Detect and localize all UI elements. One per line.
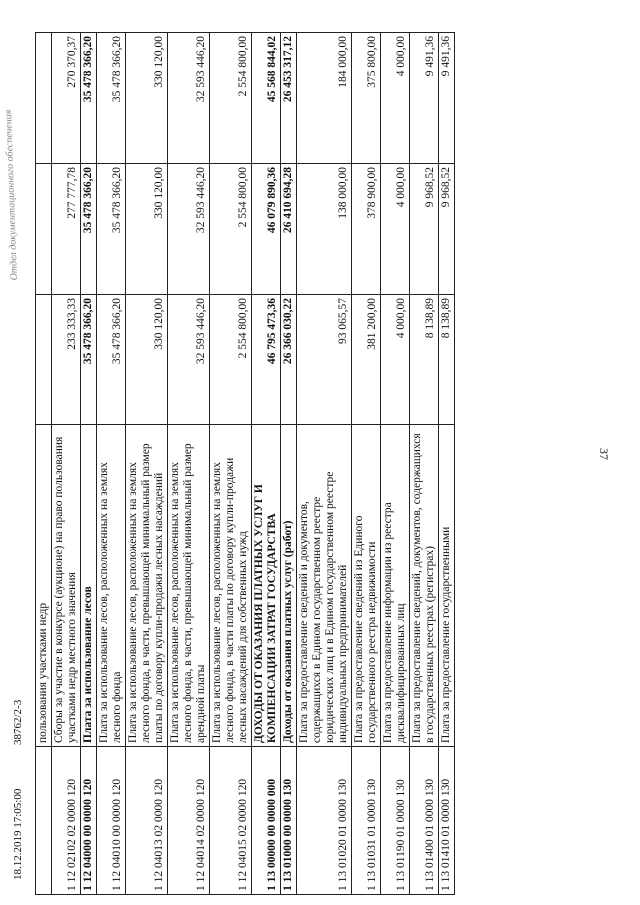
amount-year2-cell: 138 000,00 — [297, 164, 352, 295]
amount-year3-cell: 375 800,00 — [352, 33, 381, 164]
revenue-name-cell: Плата за предоставление государственными — [439, 425, 455, 747]
department-stamp: Отдел документационного обеспечения — [3, 109, 20, 281]
revenue-name-cell: пользования участками недр — [36, 425, 52, 747]
budget-code-cell: 1 12 04015 02 0000 120 — [210, 747, 252, 895]
footer-date: 18.12.2019 17:05:00 — [12, 788, 24, 880]
amount-year1-cell: 8 138,89 — [439, 295, 455, 425]
budget-code-cell: 1 12 04000 00 0000 120 — [81, 747, 97, 895]
amount-year2-cell: 9 968,52 — [439, 164, 455, 295]
table-body — [36, 33, 455, 895]
revenue-name-cell: Плата за использование лесов, расположенных на землях лесного фонда — [97, 425, 126, 747]
budget-code-cell — [36, 747, 52, 895]
amount-year1-cell — [36, 295, 52, 425]
budget-code-cell: 1 13 01000 00 0000 130 — [281, 747, 297, 895]
budget-revenue-table — [35, 32, 455, 895]
amount-year3-cell: 270 370,37 — [52, 33, 81, 164]
page-number: 37 — [597, 448, 611, 460]
table-row — [97, 33, 126, 895]
amount-year1-cell: 381 200,00 — [352, 295, 381, 425]
revenue-name-cell: ДОХОДЫ ОТ ОКАЗАНИЯ ПЛАТНЫХ УСЛУГ И КОМПЕНСАЦИИ ЗАТРАТ ГОСУДАРСТВА — [252, 425, 281, 747]
amount-year1-cell: 26 366 030,22 — [281, 295, 297, 425]
table-row — [281, 33, 297, 895]
revenue-name-cell: Плата за использование лесов — [81, 425, 97, 747]
amount-year1-cell: 233 333,33 — [52, 295, 81, 425]
amount-year2-cell: 378 900,00 — [352, 164, 381, 295]
amount-year2-cell: 2 554 800,00 — [210, 164, 252, 295]
amount-year2-cell: 26 410 694,28 — [281, 164, 297, 295]
amount-year1-cell: 93 065,57 — [297, 295, 352, 425]
revenue-name-cell: Плата за предоставление сведений, документов, содержащихся в государственных реестрах (регистрах) — [410, 425, 439, 747]
amount-year2-cell: 32 593 446,20 — [168, 164, 210, 295]
footer-doc-id: 38762/2-3 — [12, 699, 24, 745]
amount-year3-cell — [36, 33, 52, 164]
revenue-name-cell: Плата за использование лесов, расположенных на землях лесного фонда, в части платы по договору купли-продажи лесных насаждений для собственных нужд — [210, 425, 252, 747]
table-row — [252, 33, 281, 895]
budget-code-cell: 1 13 00000 00 0000 000 — [252, 747, 281, 895]
amount-year3-cell: 26 453 317,12 — [281, 33, 297, 164]
amount-year3-cell: 35 478 366,20 — [81, 33, 97, 164]
amount-year1-cell: 46 795 473,36 — [252, 295, 281, 425]
revenue-name-cell: Плата за предоставление информации из реестра дисквалифицированных лиц — [381, 425, 410, 747]
budget-code-cell: 1 13 01190 01 0000 130 — [381, 747, 410, 895]
amount-year1-cell: 35 478 366,20 — [97, 295, 126, 425]
table-row — [81, 33, 97, 895]
amount-year2-cell: 4 000,00 — [381, 164, 410, 295]
amount-year1-cell: 2 554 800,00 — [210, 295, 252, 425]
revenue-name-cell: Плата за предоставление сведений и документов, содержащихся в Едином государственном реестре юридических лиц и в Едином государственном реестре индивидуальных предпринимателей — [297, 425, 352, 747]
budget-code-cell: 1 12 04013 02 0000 120 — [126, 747, 168, 895]
amount-year2-cell: 9 968,52 — [410, 164, 439, 295]
revenue-name-cell: Плата за использование лесов, расположенных на землях лесного фонда, в части, превышающей минимальный размер арендной платы — [168, 425, 210, 747]
budget-code-cell: 1 12 02102 02 0000 120 — [52, 747, 81, 895]
amount-year1-cell: 32 593 446,20 — [168, 295, 210, 425]
table-row — [297, 33, 352, 895]
amount-year3-cell: 45 568 844,02 — [252, 33, 281, 164]
table-row — [52, 33, 81, 895]
budget-code-cell: 1 12 04014 02 0000 120 — [168, 747, 210, 895]
amount-year3-cell: 35 478 366,20 — [97, 33, 126, 164]
amount-year1-cell: 35 478 366,20 — [81, 295, 97, 425]
table-row — [168, 33, 210, 895]
revenue-name-cell: Сборы за участие в конкурсе (аукционе) на право пользования участками недр местного значения — [52, 425, 81, 747]
revenue-name-cell: Плата за предоставление сведений из Единого государственного реестра недвижимости — [352, 425, 381, 747]
amount-year3-cell: 2 554 800,00 — [210, 33, 252, 164]
table-row — [126, 33, 168, 895]
amount-year1-cell: 8 138,89 — [410, 295, 439, 425]
amount-year2-cell: 35 478 366,20 — [97, 164, 126, 295]
amount-year2-cell: 277 777,78 — [52, 164, 81, 295]
table-row — [352, 33, 381, 895]
budget-code-cell: 1 13 01410 01 0000 130 — [439, 747, 455, 895]
budget-code-cell: 1 13 01400 01 0000 130 — [410, 747, 439, 895]
amount-year3-cell: 9 491,36 — [410, 33, 439, 164]
budget-code-cell: 1 13 01031 01 0000 130 — [352, 747, 381, 895]
amount-year2-cell — [36, 164, 52, 295]
amount-year2-cell: 46 079 890,36 — [252, 164, 281, 295]
amount-year3-cell: 330 120,00 — [126, 33, 168, 164]
amount-year3-cell: 9 491,36 — [439, 33, 455, 164]
amount-year2-cell: 330 120,00 — [126, 164, 168, 295]
table-row — [439, 33, 455, 895]
revenue-name-cell: Доходы от оказания платных услуг (работ) — [281, 425, 297, 747]
budget-code-cell: 1 13 01020 01 0000 130 — [297, 747, 352, 895]
amount-year3-cell: 184 000,00 — [297, 33, 352, 164]
revenue-name-cell: Плата за использование лесов, расположенных на землях лесного фонда, в части, превышающей минимальный размер платы по договору купли-продажи лесных насаждений — [126, 425, 168, 747]
amount-year3-cell: 4 000,00 — [381, 33, 410, 164]
table-row — [210, 33, 252, 895]
amount-year1-cell: 330 120,00 — [126, 295, 168, 425]
amount-year2-cell: 35 478 366,20 — [81, 164, 97, 295]
amount-year1-cell: 4 000,00 — [381, 295, 410, 425]
table-row — [36, 33, 52, 895]
table-row — [410, 33, 439, 895]
table-row — [381, 33, 410, 895]
budget-code-cell: 1 12 04010 00 0000 120 — [97, 747, 126, 895]
amount-year3-cell: 32 593 446,20 — [168, 33, 210, 164]
